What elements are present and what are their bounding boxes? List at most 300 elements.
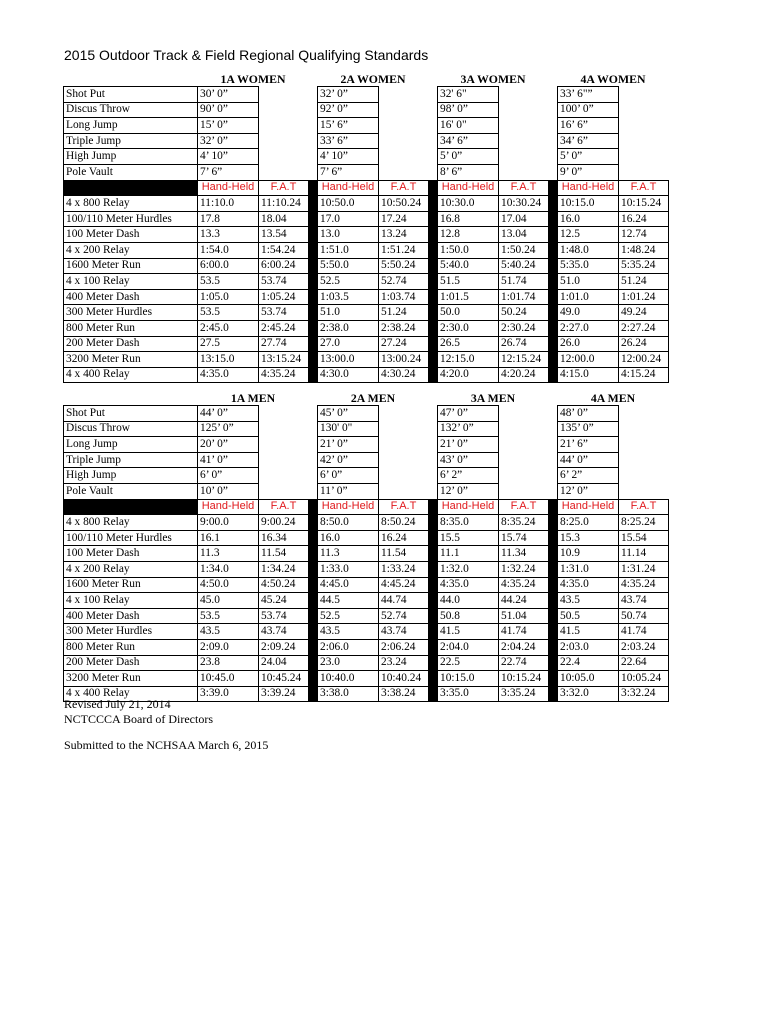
class-header: 2A MEN: [350, 392, 396, 405]
black-divider: [429, 561, 438, 577]
qualifying-mark: 32’ 0”: [198, 133, 259, 149]
hand-held-time: 11.3: [318, 546, 379, 562]
black-divider: [309, 274, 318, 290]
fat-time: 1:34.24: [259, 561, 309, 577]
black-divider: [309, 577, 318, 593]
fat-time: 27.74: [259, 336, 309, 352]
class-header: 4A MEN: [590, 392, 636, 405]
hand-held-time: 5:40.0: [438, 258, 499, 274]
qualifying-mark: 20’ 0”: [198, 437, 259, 453]
empty-cell: [259, 452, 309, 468]
black-divider: [549, 336, 558, 352]
black-divider: [429, 196, 438, 212]
black-divider: [549, 561, 558, 577]
running-event-row: [64, 289, 669, 305]
qualifying-mark: 8’ 6”: [438, 164, 499, 180]
qualifying-mark: 41’ 0”: [198, 452, 259, 468]
empty-cell: [499, 164, 549, 180]
hand-held-time: 27.5: [198, 336, 259, 352]
qualifying-mark: 47’ 0”: [438, 406, 499, 422]
hand-held-time: 52.5: [318, 608, 379, 624]
gap-cell: [549, 149, 558, 165]
gap-cell: [429, 437, 438, 453]
fat-time: 53.74: [259, 305, 309, 321]
black-divider: [549, 577, 558, 593]
fat-time: 17.24: [379, 211, 429, 227]
qualifying-mark: 9’ 0”: [558, 164, 619, 180]
gap-cell: [549, 483, 558, 499]
empty-cell: [259, 118, 309, 134]
event-name: Pole Vault: [64, 164, 198, 180]
black-divider: [429, 289, 438, 305]
running-event-row: [64, 639, 669, 655]
fat-time: 15.74: [499, 530, 549, 546]
qualifying-mark: 7’ 6”: [318, 164, 379, 180]
event-name: Shot Put: [64, 406, 198, 422]
black-divider: [549, 320, 558, 336]
fat-time: 10:15.24: [499, 671, 549, 687]
empty-cell: [619, 468, 669, 484]
fat-time: 13.04: [499, 227, 549, 243]
event-name: 100/110 Meter Hurdles: [64, 211, 198, 227]
fat-time: 8:50.24: [379, 515, 429, 531]
black-divider: [429, 515, 438, 531]
black-divider: [309, 515, 318, 531]
fat-header: F.A.T: [259, 180, 309, 196]
separator-bar: [64, 499, 198, 515]
empty-cell: [379, 118, 429, 134]
running-event-row: [64, 671, 669, 687]
fat-time: 1:31.24: [619, 561, 669, 577]
hand-held-header: Hand-Held: [198, 180, 259, 196]
black-divider: [309, 289, 318, 305]
fat-time: 8:25.24: [619, 515, 669, 531]
hand-held-time: 51.0: [558, 274, 619, 290]
field-event-row: [64, 452, 669, 468]
black-divider: [309, 561, 318, 577]
black-divider: [309, 336, 318, 352]
hand-held-time: 51.5: [438, 274, 499, 290]
men-standards-table: [63, 392, 669, 702]
empty-cell: [499, 468, 549, 484]
black-divider: [549, 258, 558, 274]
fat-header: F.A.T: [379, 499, 429, 515]
hand-held-time: 2:27.0: [558, 320, 619, 336]
black-divider: [309, 624, 318, 640]
fat-time: 22.64: [619, 655, 669, 671]
hand-held-time: 1:48.0: [558, 242, 619, 258]
fat-time: 11:10.24: [259, 196, 309, 212]
fat-time: 24.04: [259, 655, 309, 671]
hand-held-time: 22.4: [558, 655, 619, 671]
hand-held-time: 10:45.0: [198, 671, 259, 687]
hand-held-time: 23.8: [198, 655, 259, 671]
hand-held-time: 16.0: [318, 530, 379, 546]
class-header: 3A MEN: [470, 392, 516, 405]
running-event-row: [64, 336, 669, 352]
gap-cell: [429, 118, 438, 134]
hand-held-time: 10:50.0: [318, 196, 379, 212]
field-event-row: [64, 437, 669, 453]
gap-cell: [549, 118, 558, 134]
event-name: 800 Meter Run: [64, 320, 198, 336]
fat-time: 2:27.24: [619, 320, 669, 336]
black-divider: [309, 499, 318, 515]
black-divider: [549, 196, 558, 212]
fat-time: 11.34: [499, 546, 549, 562]
fat-time: 43.74: [619, 593, 669, 609]
hand-held-time: 26.0: [558, 336, 619, 352]
hand-held-time: 43.5: [318, 624, 379, 640]
fat-time: 51.04: [499, 608, 549, 624]
fat-time: 12:15.24: [499, 352, 549, 368]
black-divider: [429, 227, 438, 243]
fat-time: 10:05.24: [619, 671, 669, 687]
separator-bar: [64, 180, 198, 196]
qualifying-mark: 34’ 6”: [558, 133, 619, 149]
event-name: 4 x 400 Relay: [64, 367, 198, 383]
hand-held-time: 10:40.0: [318, 671, 379, 687]
empty-cell: [619, 452, 669, 468]
fat-time: 12.74: [619, 227, 669, 243]
hand-held-time: 4:35.0: [558, 577, 619, 593]
gap-cell: [429, 406, 438, 422]
black-divider: [429, 546, 438, 562]
empty-cell: [499, 87, 549, 103]
fat-time: 11.14: [619, 546, 669, 562]
empty-cell: [499, 118, 549, 134]
hand-held-time: 3:35.0: [438, 686, 499, 702]
event-name: 100 Meter Dash: [64, 227, 198, 243]
empty-cell: [499, 483, 549, 499]
fat-time: 1:33.24: [379, 561, 429, 577]
field-event-row: [64, 406, 669, 422]
event-name: 4 x 400 Relay: [64, 686, 198, 702]
fat-time: 1:01.74: [499, 289, 549, 305]
class-header: 1A WOMEN: [220, 73, 286, 86]
black-divider: [309, 639, 318, 655]
gap-cell: [549, 102, 558, 118]
event-name: Discus Throw: [64, 102, 198, 118]
hand-held-time: 10:15.0: [438, 671, 499, 687]
black-divider: [429, 499, 438, 515]
fat-time: 4:30.24: [379, 367, 429, 383]
fat-time: 43.74: [379, 624, 429, 640]
fat-time: 1:48.24: [619, 242, 669, 258]
black-divider: [309, 352, 318, 368]
running-event-row: [64, 515, 669, 531]
hand-held-time: 1:05.0: [198, 289, 259, 305]
running-event-row: [64, 258, 669, 274]
qualifying-mark: 4’ 10”: [198, 149, 259, 165]
hand-held-time: 8:50.0: [318, 515, 379, 531]
event-name: 300 Meter Hurdles: [64, 624, 198, 640]
header-gap: [429, 73, 438, 87]
event-name: 100 Meter Dash: [64, 546, 198, 562]
gap-cell: [429, 164, 438, 180]
black-divider: [429, 367, 438, 383]
fat-time: 50.74: [619, 608, 669, 624]
fat-time: 2:38.24: [379, 320, 429, 336]
fat-time: 10:30.24: [499, 196, 549, 212]
running-event-row: [64, 274, 669, 290]
hand-held-time: 2:30.0: [438, 320, 499, 336]
black-divider: [549, 593, 558, 609]
hand-held-header: Hand-Held: [318, 180, 379, 196]
qualifying-mark: 5’ 0”: [438, 149, 499, 165]
hand-held-time: 15.5: [438, 530, 499, 546]
fat-time: 52.74: [379, 274, 429, 290]
hand-held-time: 13:00.0: [318, 352, 379, 368]
running-event-row: [64, 655, 669, 671]
running-event-row: [64, 546, 669, 562]
field-event-row: [64, 118, 669, 134]
qualifying-mark: 21’ 0”: [318, 437, 379, 453]
black-divider: [549, 515, 558, 531]
fat-time: 23.24: [379, 655, 429, 671]
qualifying-mark: 7’ 6”: [198, 164, 259, 180]
black-divider: [429, 180, 438, 196]
black-divider: [309, 196, 318, 212]
qualifying-mark: 15’ 0”: [198, 118, 259, 134]
board-name: NCTCCCA Board of Directors: [64, 712, 213, 726]
event-name: 200 Meter Dash: [64, 655, 198, 671]
hand-held-time: 4:20.0: [438, 367, 499, 383]
empty-cell: [619, 87, 669, 103]
empty-cell: [499, 102, 549, 118]
class-header: 2A WOMEN: [340, 73, 406, 86]
black-divider: [549, 305, 558, 321]
empty-cell: [259, 406, 309, 422]
running-event-row: [64, 593, 669, 609]
empty-cell: [259, 102, 309, 118]
empty-cell: [619, 133, 669, 149]
empty-cell: [379, 483, 429, 499]
gap-cell: [429, 133, 438, 149]
gap-cell: [309, 118, 318, 134]
fat-time: 1:50.24: [499, 242, 549, 258]
empty-cell: [379, 149, 429, 165]
hand-held-time: 1:03.5: [318, 289, 379, 305]
empty-cell: [379, 452, 429, 468]
qualifying-mark: 6’ 0”: [198, 468, 259, 484]
running-event-row: [64, 561, 669, 577]
running-event-row: [64, 227, 669, 243]
black-divider: [429, 242, 438, 258]
fat-header: F.A.T: [499, 180, 549, 196]
gap-cell: [309, 406, 318, 422]
fat-time: 18.04: [259, 211, 309, 227]
hand-held-time: 13.0: [318, 227, 379, 243]
qualifying-mark: 92’ 0”: [318, 102, 379, 118]
hand-held-time: 4:50.0: [198, 577, 259, 593]
qualifying-mark: 130' 0": [318, 421, 379, 437]
running-event-row: [64, 320, 669, 336]
fat-time: 26.74: [499, 336, 549, 352]
black-divider: [549, 242, 558, 258]
hand-held-time: 11.1: [438, 546, 499, 562]
empty-cell: [379, 102, 429, 118]
field-event-row: [64, 421, 669, 437]
black-divider: [429, 258, 438, 274]
fat-time: 16.24: [619, 211, 669, 227]
black-divider: [549, 352, 558, 368]
hand-held-time: 10:05.0: [558, 671, 619, 687]
qualifying-mark: 42’ 0”: [318, 452, 379, 468]
gap-cell: [549, 468, 558, 484]
header-spacer: [64, 73, 198, 87]
gap-cell: [309, 437, 318, 453]
event-name: 4 x 200 Relay: [64, 242, 198, 258]
hand-held-header: Hand-Held: [438, 180, 499, 196]
black-divider: [549, 274, 558, 290]
hand-held-time: 26.5: [438, 336, 499, 352]
hand-held-time: 22.5: [438, 655, 499, 671]
women-standards-table: [63, 73, 669, 383]
gap-cell: [309, 483, 318, 499]
hand-held-time: 44.0: [438, 593, 499, 609]
fat-time: 1:32.24: [499, 561, 549, 577]
qualifying-mark: 21’ 6”: [558, 437, 619, 453]
black-divider: [429, 655, 438, 671]
qualifying-mark: 6’ 2”: [558, 468, 619, 484]
class-header: 4A WOMEN: [580, 73, 646, 86]
hand-held-time: 1:51.0: [318, 242, 379, 258]
event-name: High Jump: [64, 149, 198, 165]
fat-time: 15.54: [619, 530, 669, 546]
fat-time: 4:45.24: [379, 577, 429, 593]
event-name: 400 Meter Dash: [64, 289, 198, 305]
fat-time: 3:39.24: [259, 686, 309, 702]
gap-cell: [309, 102, 318, 118]
qualifying-mark: 135’ 0”: [558, 421, 619, 437]
gap-cell: [309, 133, 318, 149]
hand-held-time: 8:25.0: [558, 515, 619, 531]
fat-header: F.A.T: [259, 499, 309, 515]
black-divider: [429, 320, 438, 336]
event-name: 4 x 100 Relay: [64, 593, 198, 609]
hand-held-time: 4:45.0: [318, 577, 379, 593]
event-name: 400 Meter Dash: [64, 608, 198, 624]
hand-held-time: 50.0: [438, 305, 499, 321]
qualifying-mark: 12’ 0”: [558, 483, 619, 499]
fat-time: 2:30.24: [499, 320, 549, 336]
gap-cell: [429, 102, 438, 118]
hand-held-time: 12.8: [438, 227, 499, 243]
empty-cell: [499, 452, 549, 468]
hand-held-time: 1:31.0: [558, 561, 619, 577]
hand-held-time: 2:38.0: [318, 320, 379, 336]
black-divider: [429, 624, 438, 640]
fat-time: 2:09.24: [259, 639, 309, 655]
empty-cell: [259, 468, 309, 484]
running-event-row: [64, 530, 669, 546]
class-header: 1A MEN: [230, 392, 276, 405]
black-divider: [549, 624, 558, 640]
fat-time: 10:15.24: [619, 196, 669, 212]
hand-held-time: 43.5: [558, 593, 619, 609]
hand-held-time: 1:33.0: [318, 561, 379, 577]
event-name: 3200 Meter Run: [64, 671, 198, 687]
fat-time: 2:45.24: [259, 320, 309, 336]
empty-cell: [619, 118, 669, 134]
empty-cell: [619, 102, 669, 118]
qualifying-mark: 33’ 6"”: [558, 87, 619, 103]
fat-time: 10:45.24: [259, 671, 309, 687]
qualifying-mark: 125’ 0”: [198, 421, 259, 437]
header-gap: [429, 392, 438, 406]
event-name: 300 Meter Hurdles: [64, 305, 198, 321]
black-divider: [309, 530, 318, 546]
hand-held-time: 16.8: [438, 211, 499, 227]
hand-held-time: 52.5: [318, 274, 379, 290]
hand-held-time: 41.5: [558, 624, 619, 640]
event-name: Shot Put: [64, 87, 198, 103]
running-event-row: [64, 577, 669, 593]
qualifying-mark: 45’ 0”: [318, 406, 379, 422]
black-divider: [309, 686, 318, 702]
hand-held-time: 51.0: [318, 305, 379, 321]
fat-time: 4:35.24: [619, 577, 669, 593]
fat-time: 44.74: [379, 593, 429, 609]
fat-time: 13:00.24: [379, 352, 429, 368]
hand-held-time: 15.3: [558, 530, 619, 546]
empty-cell: [259, 133, 309, 149]
fat-time: 5:40.24: [499, 258, 549, 274]
fat-time: 2:06.24: [379, 639, 429, 655]
fat-time: 2:04.24: [499, 639, 549, 655]
fat-time: 13.54: [259, 227, 309, 243]
qualifying-mark: 12’ 0”: [438, 483, 499, 499]
timing-header-row: [64, 180, 669, 196]
hand-held-time: 41.5: [438, 624, 499, 640]
header-gap: [309, 392, 318, 406]
gap-cell: [309, 87, 318, 103]
hand-held-time: 9:00.0: [198, 515, 259, 531]
gap-cell: [549, 452, 558, 468]
gap-cell: [549, 421, 558, 437]
hand-held-time: 17.0: [318, 211, 379, 227]
fat-time: 17.04: [499, 211, 549, 227]
qualifying-mark: 30’ 0”: [198, 87, 259, 103]
fat-header: F.A.T: [619, 499, 669, 515]
fat-time: 41.74: [619, 624, 669, 640]
black-divider: [309, 655, 318, 671]
event-name: Triple Jump: [64, 452, 198, 468]
hand-held-time: 3:39.0: [198, 686, 259, 702]
black-divider: [429, 211, 438, 227]
fat-time: 51.24: [619, 274, 669, 290]
hand-held-time: 8:35.0: [438, 515, 499, 531]
black-divider: [429, 274, 438, 290]
hand-held-time: 1:54.0: [198, 242, 259, 258]
gap-cell: [429, 468, 438, 484]
fat-header: F.A.T: [619, 180, 669, 196]
hand-held-time: 10:30.0: [438, 196, 499, 212]
hand-held-time: 1:50.0: [438, 242, 499, 258]
field-event-row: [64, 87, 669, 103]
fat-time: 3:38.24: [379, 686, 429, 702]
qualifying-mark: 10’ 0”: [198, 483, 259, 499]
black-divider: [549, 530, 558, 546]
qualifying-mark: 11’ 0”: [318, 483, 379, 499]
hand-held-time: 3:32.0: [558, 686, 619, 702]
empty-cell: [379, 87, 429, 103]
qualifying-mark: 43’ 0”: [438, 452, 499, 468]
fat-time: 13.24: [379, 227, 429, 243]
empty-cell: [379, 406, 429, 422]
empty-cell: [259, 483, 309, 499]
